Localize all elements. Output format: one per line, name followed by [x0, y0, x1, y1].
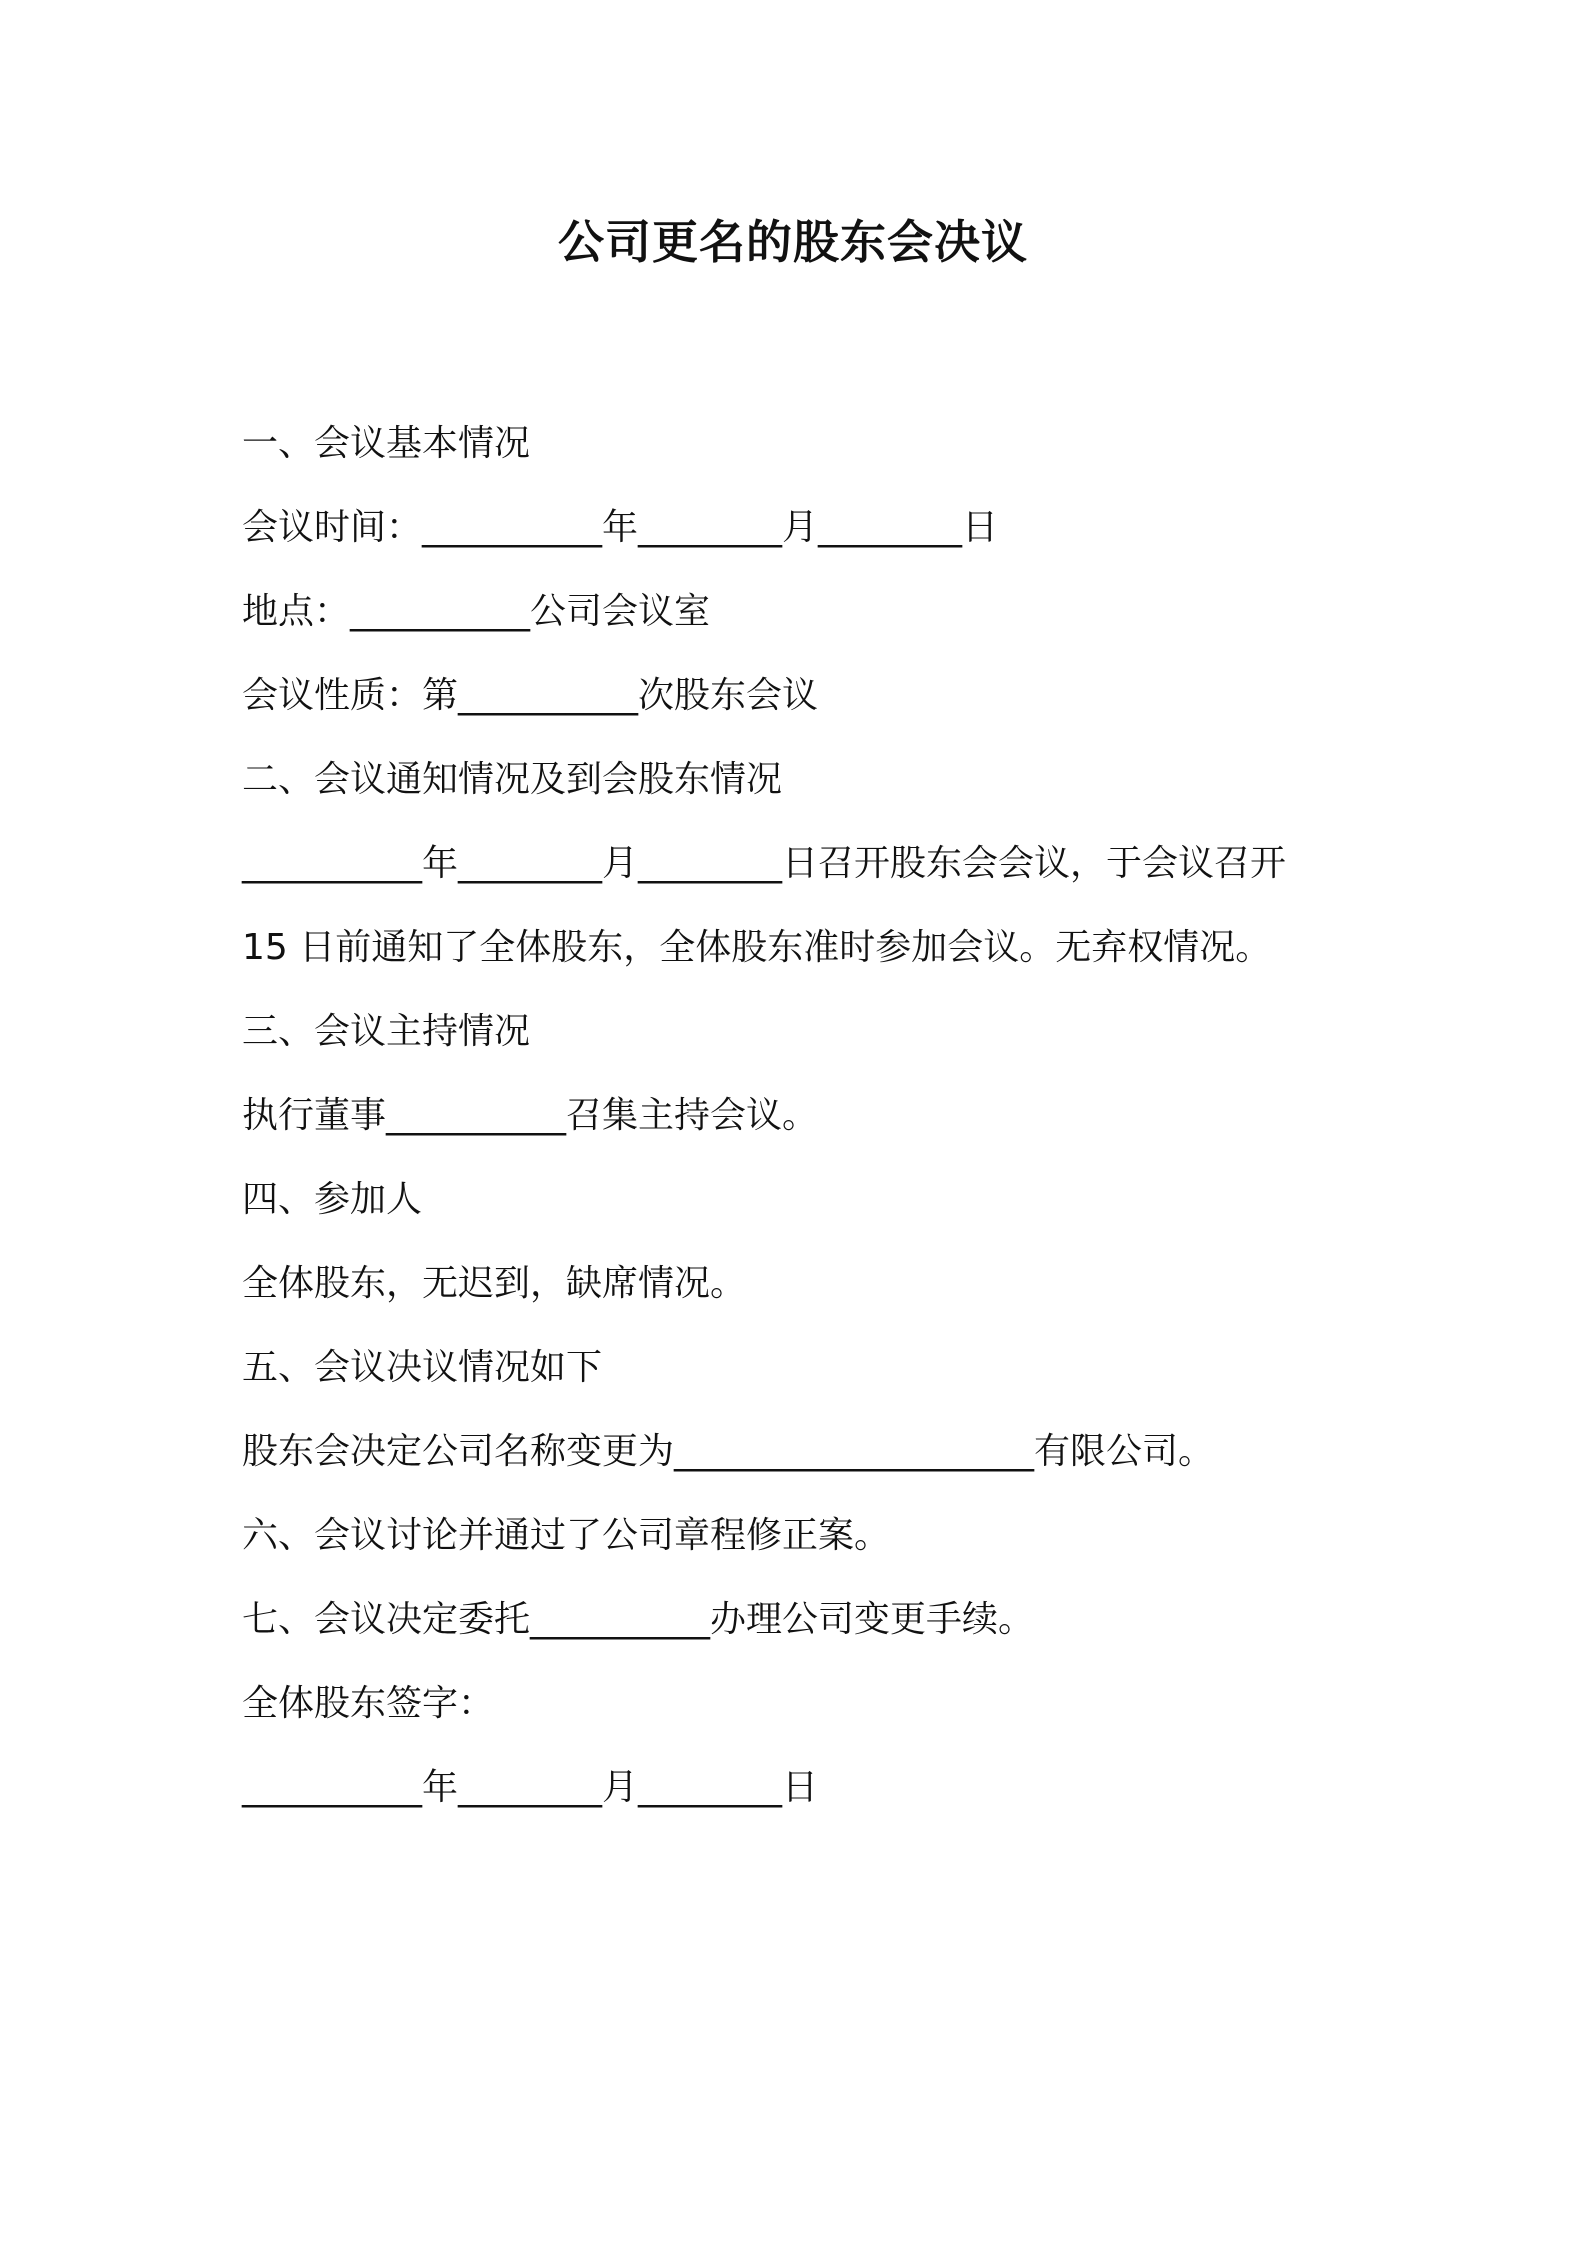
- host-line: 执行董事__________召集主持会议。: [242, 1095, 819, 1136]
- meeting-location-line: 地点：__________公司会议室: [242, 591, 711, 632]
- attendees-line: 全体股东，无迟到，缺席情况。: [242, 1263, 747, 1304]
- meeting-nature-line: 会议性质：第__________次股东会议: [242, 675, 819, 716]
- section-6-line: 六、会议讨论并通过了公司章程修正案。: [242, 1515, 891, 1556]
- notice-line-1: __________年________月________日召开股东会会议，于会议召开: [242, 843, 1287, 884]
- section-5-heading: 五、会议决议情况如下: [242, 1347, 603, 1388]
- meeting-time-line: 会议时间：__________年________月________日: [242, 507, 999, 548]
- section-1-heading: 一、会议基本情况: [242, 423, 531, 464]
- document-body: [242, 402, 1372, 1830]
- section-7-line: 七、会议决定委托__________办理公司变更手续。: [242, 1599, 1035, 1640]
- document-title: 公司更名的股东会决议: [558, 215, 1028, 269]
- section-4-heading: 四、参加人: [242, 1179, 423, 1220]
- notice-line-2: 15 日前通知了全体股东，全体股东准时参加会议。无弃权情况。: [242, 927, 1272, 968]
- section-3-heading: 三、会议主持情况: [242, 1011, 531, 1052]
- signature-label: 全体股东签字：: [242, 1683, 495, 1724]
- section-2-heading: 二、会议通知情况及到会股东情况: [242, 759, 783, 800]
- resolution-name-change-line: 股东会决定公司名称变更为____________________有限公司。: [242, 1431, 1215, 1472]
- signature-date-line: __________年________月________日: [242, 1767, 818, 1808]
